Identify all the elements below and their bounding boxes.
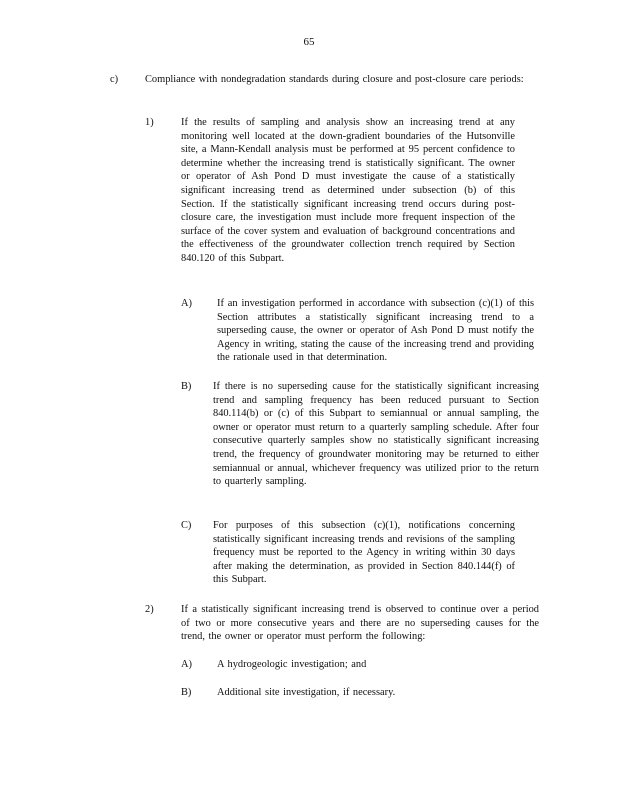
item-1-sub-a-text: If an investigation performed in accordance with subsection (c)(1) of this Section attributes a statistically significant increasing trend to a superseding cause, the owner or operator of Ash Pond D must notify the Agency in writing, stating the cause of the increasing trend and providing the rationale used in that determination.: [217, 298, 534, 364]
page-number: 65: [303, 36, 315, 48]
item-1-sub-b-label: B): [181, 381, 192, 392]
section-label: c): [110, 74, 119, 85]
item-1-sub-b-text: If there is no superseding cause for the statistically significant increasing trend and sampling frequency has been reduced pursuant to Section 840.114(b) or (c) of this Subpart to semiannual or annual sampling, the owner or operator must return to a quarterly sampling schedule. After four consecutive quarterly samples show no statistically significant increasing trend, the frequency of groundwater monitoring may be returned to either semiannual or annual, whichever frequency was utilized prior to the return to quarterly sampling.: [213, 381, 539, 488]
item-1-text: If the results of sampling and analysis show an increasing trend at any monitoring well located at the down-gradient boundaries of the Hutsonville site, a Mann-Kendall analysis must be performed at 95 percent confidence to determine whether the increasing trend is statistically significant. The owner or operator of Ash Pond D must investigate the cause of a statistically significant increasing trend as determined under subsection (b) of this Section. If the statistically significant increasing trend occurs during post-closure care, the investigation must include more frequent inspection of the surface of the cover system and evaluation of background concentrations and the effectiveness of the groundwater collection trench required by Section 840.120 of this Subpart.: [181, 117, 515, 264]
item-1-sub-c-text: For purposes of this subsection (c)(1), notifications concerning statistically significant increasing trends and revisions of the sampling frequency must be reported to the Agency in writing within 30 days after making the determination, as provided in Section 840.144(f) of this Subpart.: [213, 520, 515, 586]
item-2-sub-a-label: A): [181, 659, 192, 670]
item-1-sub-a-label: A): [181, 298, 192, 309]
item-1-label: 1): [145, 117, 154, 128]
item-2-sub-b-label: B): [181, 687, 192, 698]
section-text: Compliance with nondegradation standards during closure and post-closure care periods:: [145, 74, 524, 85]
item-2-sub-a-text: A hydrogeologic investigation; and: [217, 659, 367, 670]
item-2-label: 2): [145, 604, 154, 615]
item-2-text: If a statistically significant increasing trend is observed to continue over a period of two or more consecutive years and there are no superseding causes for the trend, the owner or operator must perform the following:: [181, 604, 539, 643]
item-1-sub-c-label: C): [181, 520, 192, 531]
item-2-sub-b-text: Additional site investigation, if necessary.: [217, 687, 396, 698]
